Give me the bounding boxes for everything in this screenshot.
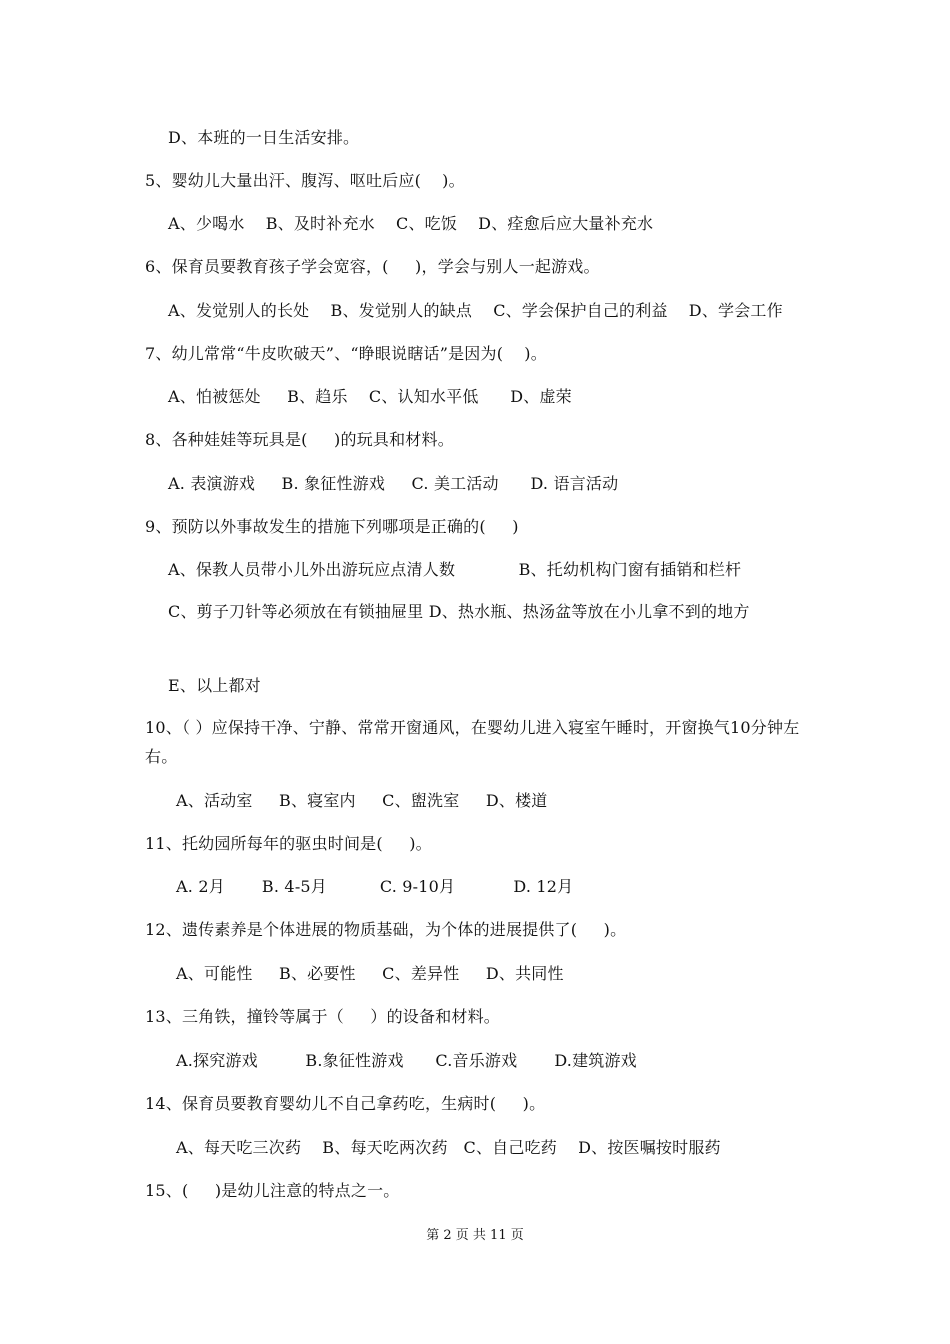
options-10: A、活动室 B、寝室内 C、盥洗室 D、楼道 xyxy=(176,791,548,810)
option-line-4d: D、本班的一日生活安排。 xyxy=(168,128,360,147)
options-5: A、少喝水 B、及时补充水 C、吃饭 D、痊愈后应大量补充水 xyxy=(168,214,654,233)
options-9-cd: C、剪子刀针等必须放在有锁抽屉里 D、热水瓶、热汤盆等放在小儿拿不到的地方 xyxy=(168,602,750,621)
options-11: A. 2月 B. 4-5月 C. 9-10月 D. 12月 xyxy=(176,877,574,896)
question-10: 10、（ ）应保持干净、宁静、常常开窗通风，在婴幼儿进入寝室午睡时，开窗换气10分钟左右。 xyxy=(145,718,800,766)
options-6: A、发觉别人的长处 B、发觉别人的缺点 C、学会保护自己的利益 D、学会工作 xyxy=(168,301,783,320)
question-13: 13、三角铁，撞铃等属于（ ）的设备和材料。 xyxy=(145,1007,500,1026)
options-7: A、怕被惩处 B、趋乐 C、认知水平低 D、虚荣 xyxy=(168,387,572,406)
question-12: 12、遗传素养是个体进展的物质基础，为个体的进展提供了( )。 xyxy=(145,920,627,939)
page-footer: 第 2 页 共 11 页 xyxy=(426,1228,524,1243)
question-8: 8、各种娃娃等玩具是( )的玩具和材料。 xyxy=(145,430,454,449)
question-6: 6、保育员要教育孩子学会宽容，( )，学会与别人一起游戏。 xyxy=(145,257,600,276)
options-9-ab: A、保教人员带小儿外出游玩应点清人数 B、托幼机构门窗有插销和栏杆 xyxy=(168,560,742,579)
options-13: A.探究游戏 B.象征性游戏 C.音乐游戏 D.建筑游戏 xyxy=(176,1051,637,1070)
options-9-e: E、以上都对 xyxy=(168,676,261,695)
question-7: 7、幼儿常常“牛皮吹破天”、“睁眼说瞎话”是因为( )。 xyxy=(145,344,547,363)
question-9: 9、预防以外事故发生的措施下列哪项是正确的( ) xyxy=(145,517,519,536)
question-15: 15、( )是幼儿注意的特点之一。 xyxy=(145,1181,400,1200)
options-14: A、每天吃三次药 B、每天吃两次药 C、自己吃药 D、按医嘱按时服药 xyxy=(176,1138,721,1157)
question-11: 11、托幼园所每年的驱虫时间是( )。 xyxy=(145,834,432,853)
question-14: 14、保育员要教育婴幼儿不自己拿药吃，生病时( )。 xyxy=(145,1094,546,1113)
options-8: A. 表演游戏 B. 象征性游戏 C. 美工活动 D. 语言活动 xyxy=(168,474,619,493)
options-12: A、可能性 B、必要性 C、差异性 D、共同性 xyxy=(176,964,564,983)
question-5: 5、婴幼儿大量出汗、腹泻、呕吐后应( )。 xyxy=(145,171,465,190)
